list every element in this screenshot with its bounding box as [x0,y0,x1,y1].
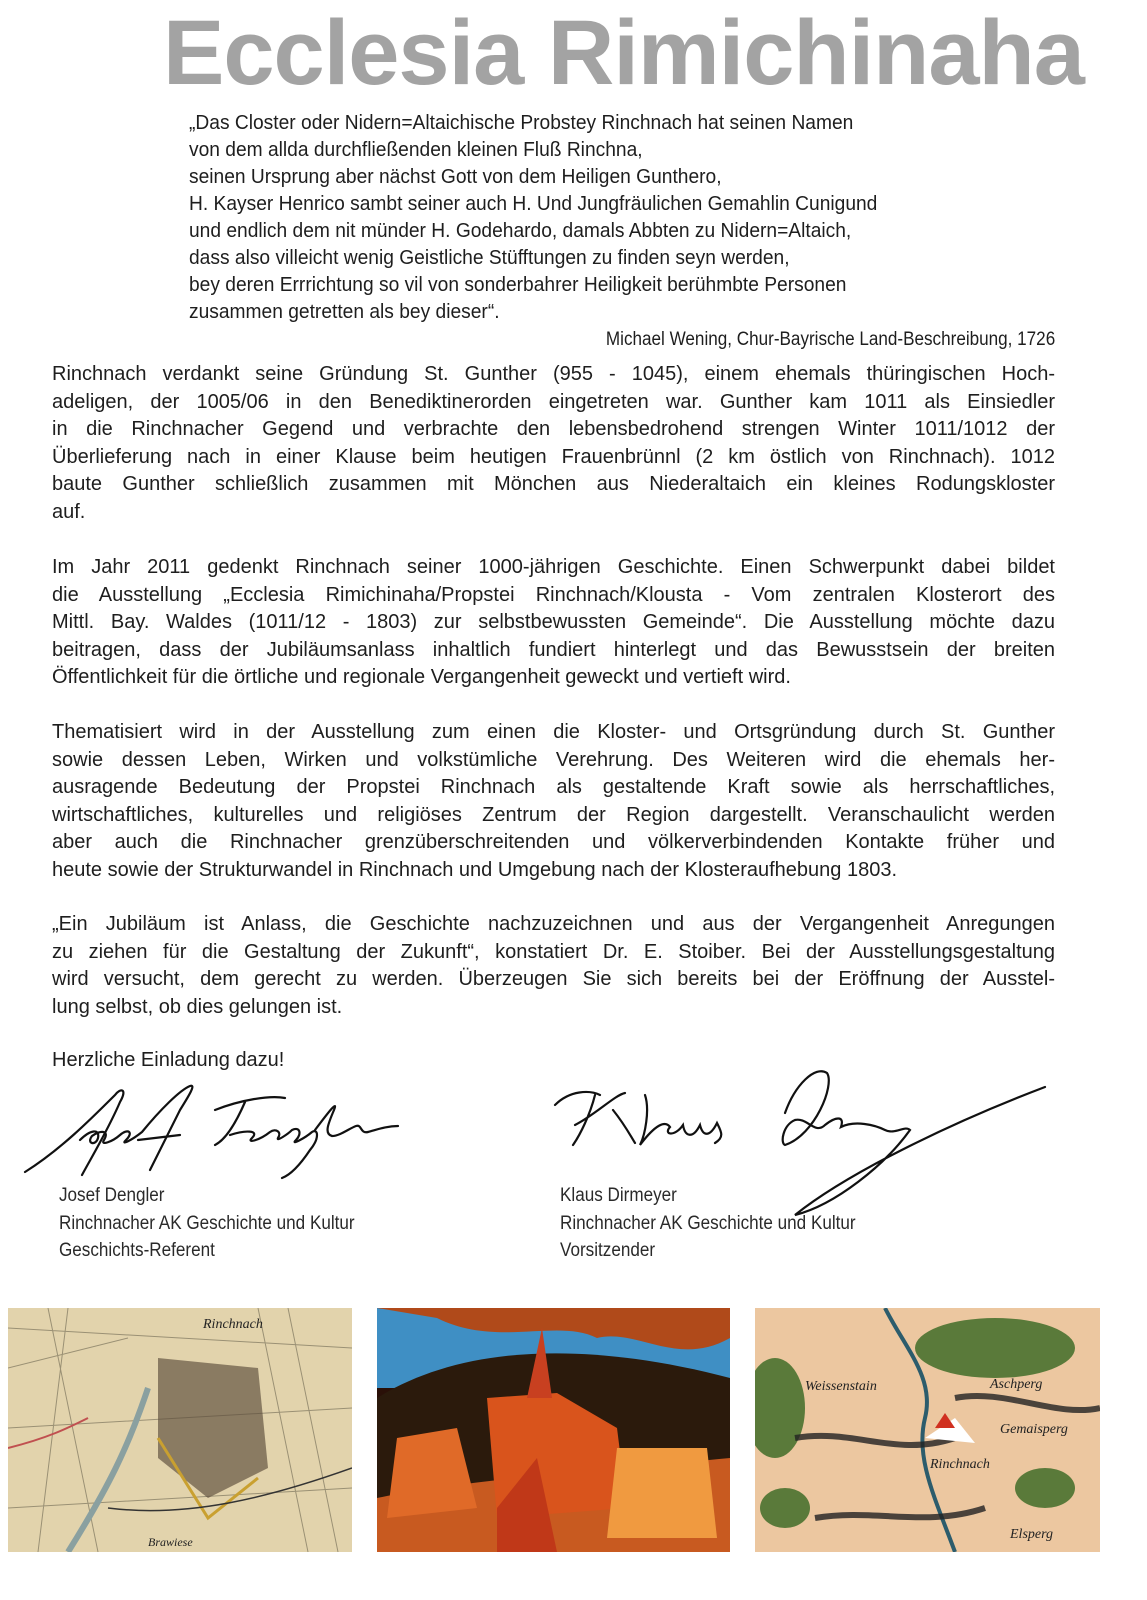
quote-line: bey deren Errrichtung so vil von sonderbahrer Heiligkeit berühmbte Personen [189,274,847,296]
signer-name: Klaus Dirmeyer [560,1185,677,1206]
map-label: Elsperg [1010,1527,1054,1542]
historic-cadastral-map-image [8,1308,352,1552]
paragraph-line: Überlieferung nach in einer Klause beim heutigen Frauenbrünnl (2 km östlich von Rinchnach). 1012 [52,445,1055,468]
paragraph-line: wirtschaftliches, kulturelles und religiöses Zentrum der Region dargestellt. Veranschaulicht werden [52,803,1055,826]
paragraph-line: „Ein Jubiläum ist Anlass, die Geschichte nachzuzeichnen und aus der Vergangenheit Anregungen [52,913,1055,935]
signer-role: Geschichts-Referent [59,1240,215,1261]
signer-block [59,1182,355,1265]
body-paragraph [52,719,1055,885]
paragraph-line: sowie dessen Leben, Wirken und volkstümliche Verehrung. Des Weiteren wird die ehemals her- [52,748,1055,771]
paragraph-line: zu ziehen für die Gestaltung der Zukunft“, konstatiert Dr. E. Stoiber. Bei der Ausstellungsgestaltung [52,940,1055,963]
paragraph-line: auf. [52,500,86,523]
paragraph-line: Mittl. Bay. Waldes (1011/12 - 1803) zur selbstbewussten Gemeinde“. Die Ausstellung möchte dazu [52,611,1055,634]
map-label: Rinchnach [203,1317,263,1332]
map-label: Rinchnach [930,1457,990,1472]
map-label: Weissenstain [805,1379,877,1394]
body-paragraph [52,911,1055,1021]
quote-line: H. Kayser Henrico sambt seiner auch H. Und Jungfräulichen Gemahlin Cunigund [189,193,878,215]
greeting: Herzliche Einladung dazu! [52,1049,285,1071]
paragraph-line: Rinchnach verdankt seine Gründung St. Gunther (955 - 1045), einem ehemals thüringischen Hoch- [52,363,1055,385]
quote-line: und endlich dem nit münder H. Godehardo, damals Abbten zu Nidern=Altaich, [189,220,852,242]
map-label: Aschperg [990,1377,1043,1392]
body-paragraph [52,361,1055,527]
signer-org: Rinchnacher AK Geschichte und Kultur [59,1212,355,1234]
paragraph-line: wird versucht, dem gerecht zu werden. Überzeugen Sie sich bereits bei der Eröffnung der Ausstel- [52,968,1055,991]
quote-attribution: Michael Wening, Chur-Bayrische Land-Beschreibung, 1726 [605,329,1055,350]
quote-line: seinen Ursprung aber nächst Gott von dem Heiligen Gunthero, [189,166,722,188]
paragraph-line: beitragen, dass der Jubiläumsanlass inhaltlich fundiert hinterlegt und das Bewusstsein der breiten [52,638,1055,661]
quote-line: dass also villeicht wenig Geistliche Stüfftungen zu finden seyn werden, [189,247,790,269]
paragraph-line: in die Rinchnacher Gegend und verbrachte den lebensbedrohend strengen Winter 1011/1012 der [52,418,1055,441]
signer-name: Josef Dengler [59,1185,165,1206]
paragraph-line: adeligen, der 1005/06 in den Benediktinerorden eingetreten war. Gunther kam 1011 als Einsiedler [52,390,1055,413]
signer-org: Rinchnacher AK Geschichte und Kultur [560,1212,856,1234]
paragraph-line: Im Jahr 2011 gedenkt Rinchnach seiner 1000-jährigen Geschichte. Einen Schwerpunkt dabei bildet [52,556,1055,578]
paragraph-line: heute sowie der Strukturwandel in Rinchnach und Umgebung nach der Klosteraufhebung 1803. [52,858,897,881]
historic-regional-map-image [755,1308,1100,1552]
paragraph-line: lung selbst, ob dies gelungen ist. [52,995,343,1018]
signer-role: Vorsitzender [560,1240,656,1261]
quote-line: zusammen getretten als bey dieser“. [189,301,500,323]
monastery-painting-image [377,1308,730,1552]
paragraph-line: ausragende Bedeutung der Propstei Rinchnach als gestaltende Kraft sowie als herrschaftliches, [52,776,1055,799]
map-label: Gemaisperg [1000,1422,1068,1437]
paragraph-line: die Ausstellung „Ecclesia Rimichinaha/Propstei Rinchnach/Klousta - Vom zentralen Klosterort des [52,583,1055,606]
body-paragraph [52,554,1055,692]
quote-line: von dem allda durchfließenden kleinen Fluß Rinchna, [189,139,643,161]
quote-line: „Das Closter oder Nidern=Altaichische Probstey Rinchnach hat seinen Namen [189,112,854,134]
historic-quote [189,110,877,326]
map-label: Brawiese [148,1535,193,1549]
signer-block [560,1182,856,1265]
paragraph-line: baute Gunther schließlich zusammen mit Mönchen aus Niederaltaich ein kleines Rodungskloster [52,473,1055,496]
paragraph-line: aber auch die Rinchnacher grenzüberschreitenden und völkerverbindenden Kontakte früher und [52,831,1055,854]
signature-josef-dengler [20,1080,400,1180]
paragraph-line: Öffentlichkeit für die örtliche und regionale Vergangenheit geweckt und vertieft wird. [52,666,791,689]
page-title: Ecclesia Rimichinaha [163,2,1084,104]
paragraph-line: Thematisiert wird in der Ausstellung zum einen die Kloster- und Ortsgründung durch St. Gunther [52,721,1055,743]
